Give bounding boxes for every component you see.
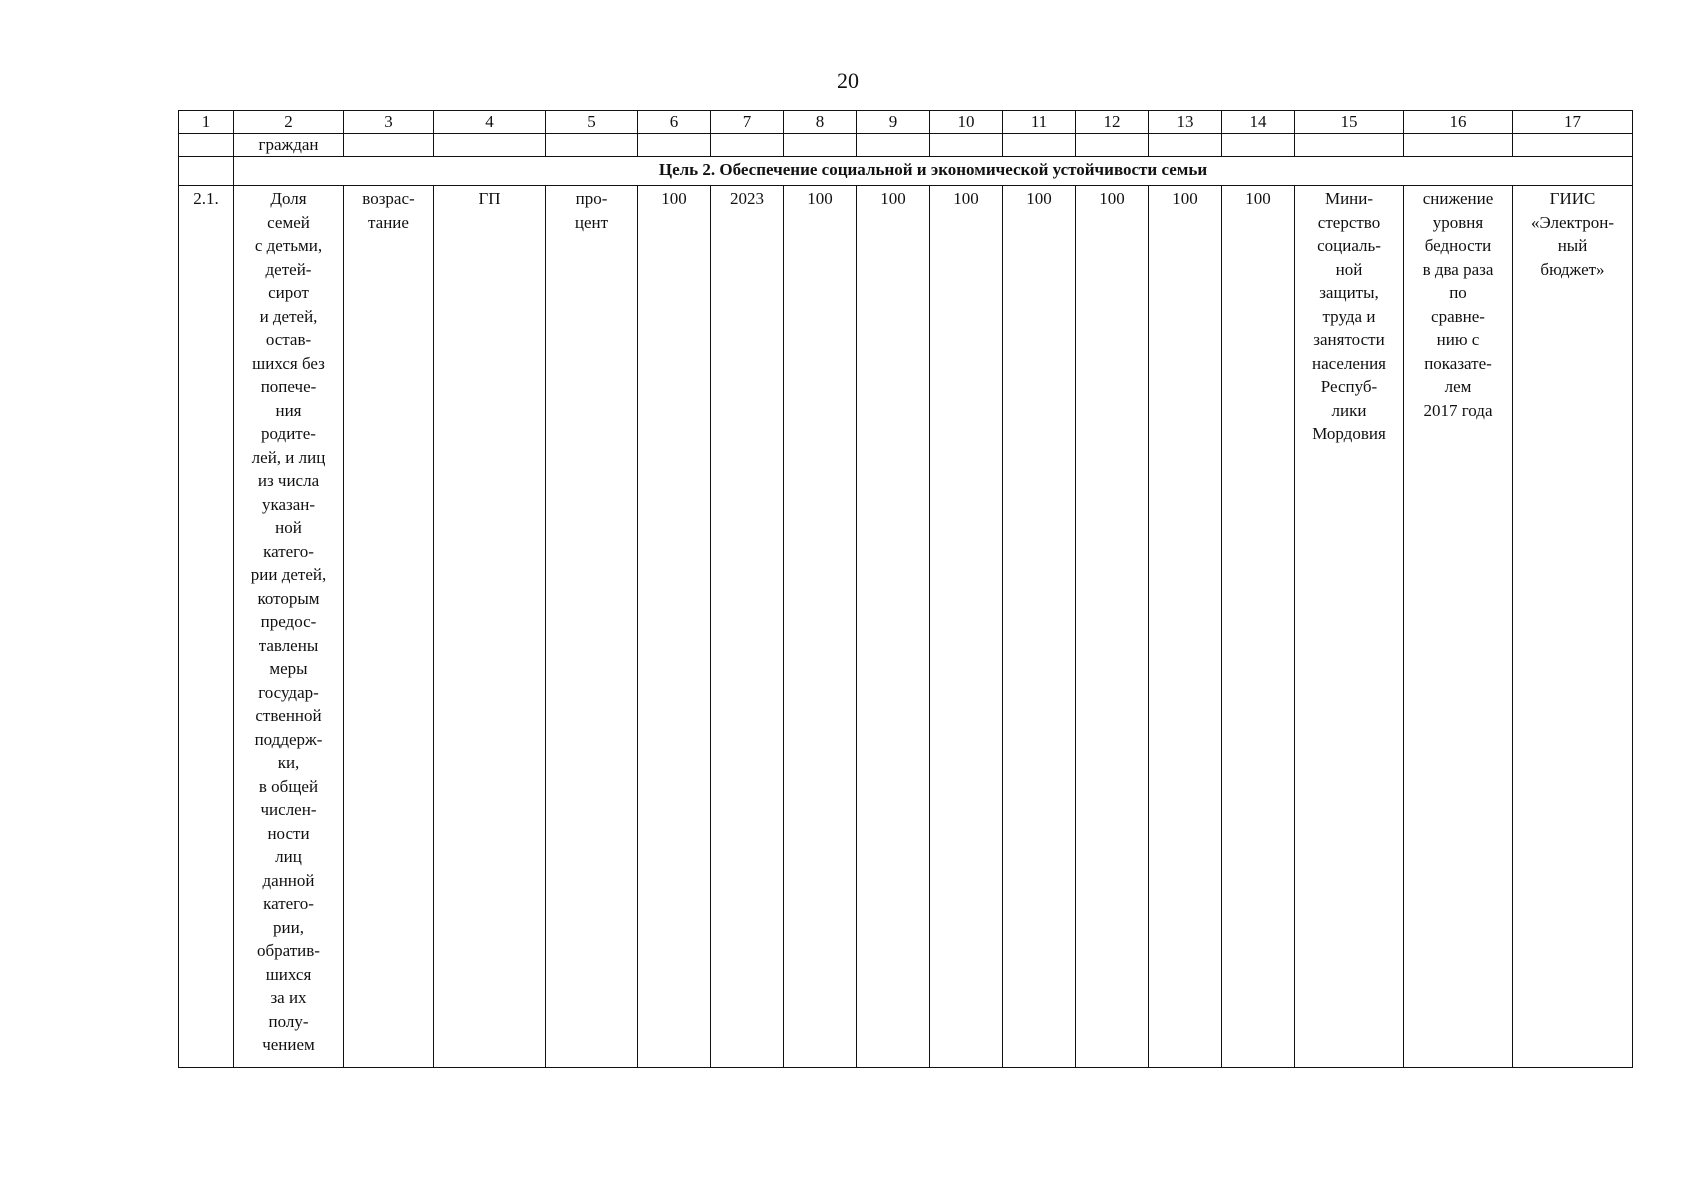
indicators-table: [178, 110, 1633, 1068]
col-number-17: 17: [1513, 111, 1633, 134]
col-number-6: 6: [638, 111, 711, 134]
value-cell-12: 100: [1076, 186, 1149, 1068]
value-cell-13: 100: [1149, 186, 1222, 1068]
info-system-cell: ГИИС «Электрон- ный бюджет»: [1513, 186, 1633, 1068]
indicator-name: Доля семей с детьми, детей- сирот и детей, остав- шихся без попече- ния родите- лей, и лиц из числа указан- ной катего- рии детей, которым предос- тавлены меры государ- ственной поддерж- ки, в общей числен- ности лиц данной катего- рии, обратив- шихся за их полу- чением: [234, 186, 344, 1068]
value-cell-9: 100: [857, 186, 930, 1068]
goal-row: [179, 157, 1633, 186]
col-number-11: 11: [1003, 111, 1076, 134]
col-number-13: 13: [1149, 111, 1222, 134]
col-number-2: 2: [234, 111, 344, 134]
value-cell-11: 100: [1003, 186, 1076, 1068]
table-row: [179, 186, 1633, 1068]
col-number-9: 9: [857, 111, 930, 134]
trend-cell: возрас- тание: [344, 186, 434, 1068]
col-number-12: 12: [1076, 111, 1149, 134]
col-number-4: 4: [434, 111, 546, 134]
value-cell-10: 100: [930, 186, 1003, 1068]
link-cell: снижение уровня бедности в два раза по сравне- нию с показате- лем 2017 года: [1404, 186, 1513, 1068]
goal-title: Цель 2. Обеспечение социальной и экономической устойчивости семьи: [234, 157, 1633, 186]
goal-empty-cell: [179, 157, 234, 186]
col-number-10: 10: [930, 111, 1003, 134]
level-cell: ГП: [434, 186, 546, 1068]
col-number-5: 5: [546, 111, 638, 134]
value-cell-14: 100: [1222, 186, 1295, 1068]
continuation-cell-1: [179, 134, 234, 157]
col-number-8: 8: [784, 111, 857, 134]
responsible-cell: Мини- стерство социаль- ной защиты, труда и занятости населения Респуб- лики Мордовия: [1295, 186, 1404, 1068]
col-number-16: 16: [1404, 111, 1513, 134]
value-cell-8: 100: [784, 186, 857, 1068]
col-number-3: 3: [344, 111, 434, 134]
continuation-cell-2: граждан: [234, 134, 344, 157]
unit-cell: про- цент: [546, 186, 638, 1068]
value-cell-6: 100: [638, 186, 711, 1068]
row-index: 2.1.: [179, 186, 234, 1068]
column-number-row: [179, 111, 1633, 134]
col-number-7: 7: [711, 111, 784, 134]
col-number-1: 1: [179, 111, 234, 134]
year-cell: 2023: [711, 186, 784, 1068]
col-number-14: 14: [1222, 111, 1295, 134]
page-number: 20: [837, 68, 859, 93]
continuation-row: [179, 134, 1633, 157]
col-number-15: 15: [1295, 111, 1404, 134]
